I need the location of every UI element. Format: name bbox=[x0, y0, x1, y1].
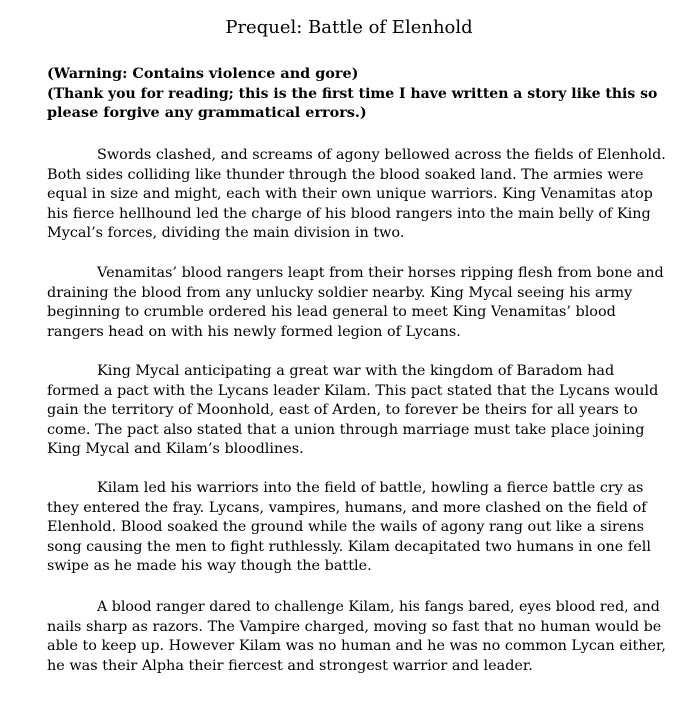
paragraph-line: King Mycal anticipating a great war with the kingdom of Baradom had bbox=[97, 363, 615, 379]
paragraph-line: able to keep up. However Kilam was no human and he was no common Lycan either, bbox=[47, 638, 666, 655]
paragraph-line: formed a pact with the Lycans leader Kilam. This pact stated that the Lycans would bbox=[47, 382, 659, 399]
paragraph-line: King Mycal and Kilam’s bloodlines. bbox=[47, 441, 304, 458]
paragraph-line: Both sides colliding like thunder through the blood soaked land. The armies were bbox=[47, 166, 644, 183]
paragraph-line: gain the territory of Moonhold, east of Arden, to forever be theirs for all years to bbox=[47, 402, 638, 419]
warning-line: please forgive any grammatical errors.) bbox=[47, 104, 367, 121]
warning-line: (Thank you for reading; this is the first time I have written a story like this so bbox=[47, 86, 658, 102]
paragraph bbox=[47, 479, 667, 577]
paragraph-line: Swords clashed, and screams of agony bellowed across the fields of Elenhold. bbox=[97, 147, 666, 163]
paragraph bbox=[47, 362, 667, 460]
paragraph-line: come. The pact also stated that a union through marriage must take place joining bbox=[47, 421, 645, 438]
paragraph-line: Kilam led his warriors into the field of battle, howling a fierce battle cry as bbox=[97, 480, 644, 496]
paragraph-line: nails sharp as razors. The Vampire charged, moving so fast that no human would be bbox=[47, 618, 662, 635]
paragraph-line: they entered the fray. Lycans, vampires, humans, and more clashed on the field of bbox=[47, 499, 647, 516]
paragraph-line: song causing the men to fight ruthlessly. Kilam decapitated two humans in one fell bbox=[47, 538, 651, 555]
paragraph-line: A blood ranger dared to challenge Kilam, his fangs bared, eyes blood red, and bbox=[97, 599, 660, 615]
paragraph bbox=[47, 598, 667, 676]
paragraph-line: equal in size and might, each with their own unique warriors. King Venamitas atop bbox=[47, 186, 653, 203]
paragraph-line: Mycal’s forces, dividing the main division in two. bbox=[47, 225, 405, 242]
paragraph-line: Elenhold. Blood soaked the ground while the wails of agony rang out like a sirens bbox=[47, 519, 645, 536]
paragraph-line: rangers head on with his newly formed legion of Lycans. bbox=[47, 323, 461, 340]
paragraph bbox=[47, 146, 667, 244]
paragraph-line: swipe as he made his way though the battle. bbox=[47, 558, 372, 575]
document-title: Prequel: Battle of Elenhold bbox=[225, 17, 473, 38]
paragraph-line: draining the blood from any unlucky soldier nearby. King Mycal seeing his army bbox=[47, 284, 633, 301]
paragraph bbox=[47, 264, 667, 342]
paragraph-line: he was their Alpha their fiercest and strongest warrior and leader. bbox=[47, 657, 533, 674]
paragraph-line: Venamitas’ blood rangers leapt from their horses ripping flesh from bone and bbox=[97, 265, 664, 281]
warning-line: (Warning: Contains violence and gore) bbox=[47, 65, 359, 82]
paragraph-line: beginning to crumble ordered his lead general to meet King Venamitas’ blood bbox=[47, 304, 616, 321]
paragraph-line: his fierce hellhound led the charge of his blood rangers into the main belly of King bbox=[47, 205, 651, 222]
